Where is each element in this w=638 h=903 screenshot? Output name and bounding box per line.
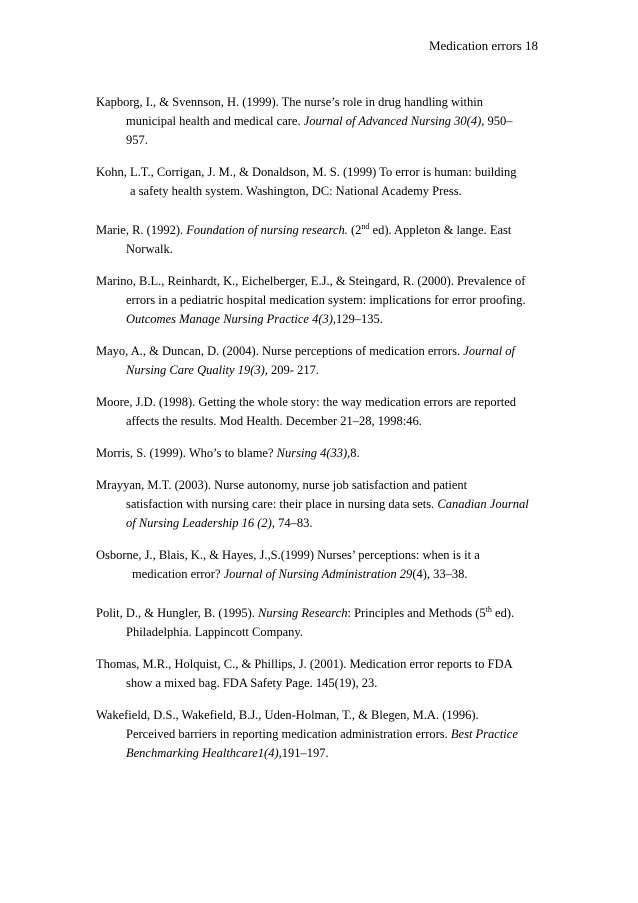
reference-entry [96, 93, 546, 150]
reference-line: Nursing Care Quality 19(3), 209- 217. [126, 363, 319, 377]
reference-line: affects the results. Mod Health. December 21–28, 1998:46. [126, 414, 422, 428]
reference-line: of Nursing Leadership 16 (2), 74–83. [126, 516, 313, 530]
reference-entry [96, 393, 546, 431]
reference-entry [96, 163, 546, 201]
reference-line: Polit, D., & Hungler, B. (1995). Nursing Research: Principles and Methods (5th ed). [96, 604, 515, 620]
reference-entry [96, 476, 546, 533]
reference-line: Marie, R. (1992). Foundation of nursing research. (2nd ed). Appleton & lange. East [96, 221, 512, 237]
reference-line: Norwalk. [126, 242, 173, 256]
reference-line: satisfaction with nursing care: their place in nursing data sets. Canadian Journal [126, 497, 529, 511]
reference-line: Kohn, L.T., Corrigan, J. M., & Donaldson, M. S. (1999) To error is human: building [96, 165, 517, 179]
running-head: Medication errors 18 [428, 38, 538, 53]
reference-line: Wakefield, D.S., Wakefield, B.J., Uden-Holman, T., & Blegen, M.A. (1996). [96, 708, 479, 722]
reference-line: 957. [126, 133, 148, 147]
reference-line: Outcomes Manage Nursing Practice 4(3),129–135. [126, 312, 383, 326]
reference-line: Morris, S. (1999). Who’s to blame? Nursing 4(33),8. [96, 446, 360, 460]
reference-list [96, 93, 546, 763]
reference-line: Mayo, A., & Duncan, D. (2004). Nurse perceptions of medication errors. Journal of [96, 344, 516, 358]
reference-entry [96, 221, 546, 259]
reference-line: Mrayyan, M.T. (2003). Nurse autonomy, nurse job satisfaction and patient [96, 478, 468, 492]
reference-entry [96, 272, 546, 329]
reference-line: show a mixed bag. FDA Safety Page. 145(19), 23. [126, 676, 378, 690]
reference-line: Perceived barriers in reporting medication administration errors. Best Practice [126, 727, 518, 741]
reference-line: Thomas, M.R., Holquist, C., & Phillips, J. (2001). Medication error reports to FDA [96, 657, 513, 671]
reference-line: Philadelphia. Lappincott Company. [126, 625, 303, 639]
reference-entry [96, 444, 546, 463]
reference-line: Osborne, J., Blais, K., & Hayes, J.,S.(1999) Nurses’ perceptions: when is it a [96, 548, 480, 562]
reference-line: errors in a pediatric hospital medication system: implications for error proofing. [126, 293, 526, 307]
reference-line: a safety health system. Washington, DC: National Academy Press. [130, 184, 462, 198]
reference-line: Marino, B.L., Reinhardt, K., Eichelberger, E.J., & Steingard, R. (2000). Prevalence of [96, 274, 526, 288]
reference-line: Benchmarking Healthcare1(4),191–197. [126, 746, 329, 760]
reference-entry [96, 342, 546, 380]
reference-entry [96, 604, 546, 642]
reference-entry [96, 706, 546, 763]
reference-entry [96, 546, 546, 584]
reference-line: Moore, J.D. (1998). Getting the whole story: the way medication errors are reported [96, 395, 517, 409]
reference-line: Kapborg, I., & Svennson, H. (1999). The nurse’s role in drug handling within [96, 95, 483, 109]
reference-entry [96, 655, 546, 693]
reference-line: medication error? Journal of Nursing Administration 29(4), 33–38. [132, 567, 468, 581]
reference-line: municipal health and medical care. Journal of Advanced Nursing 30(4), 950– [126, 114, 513, 128]
